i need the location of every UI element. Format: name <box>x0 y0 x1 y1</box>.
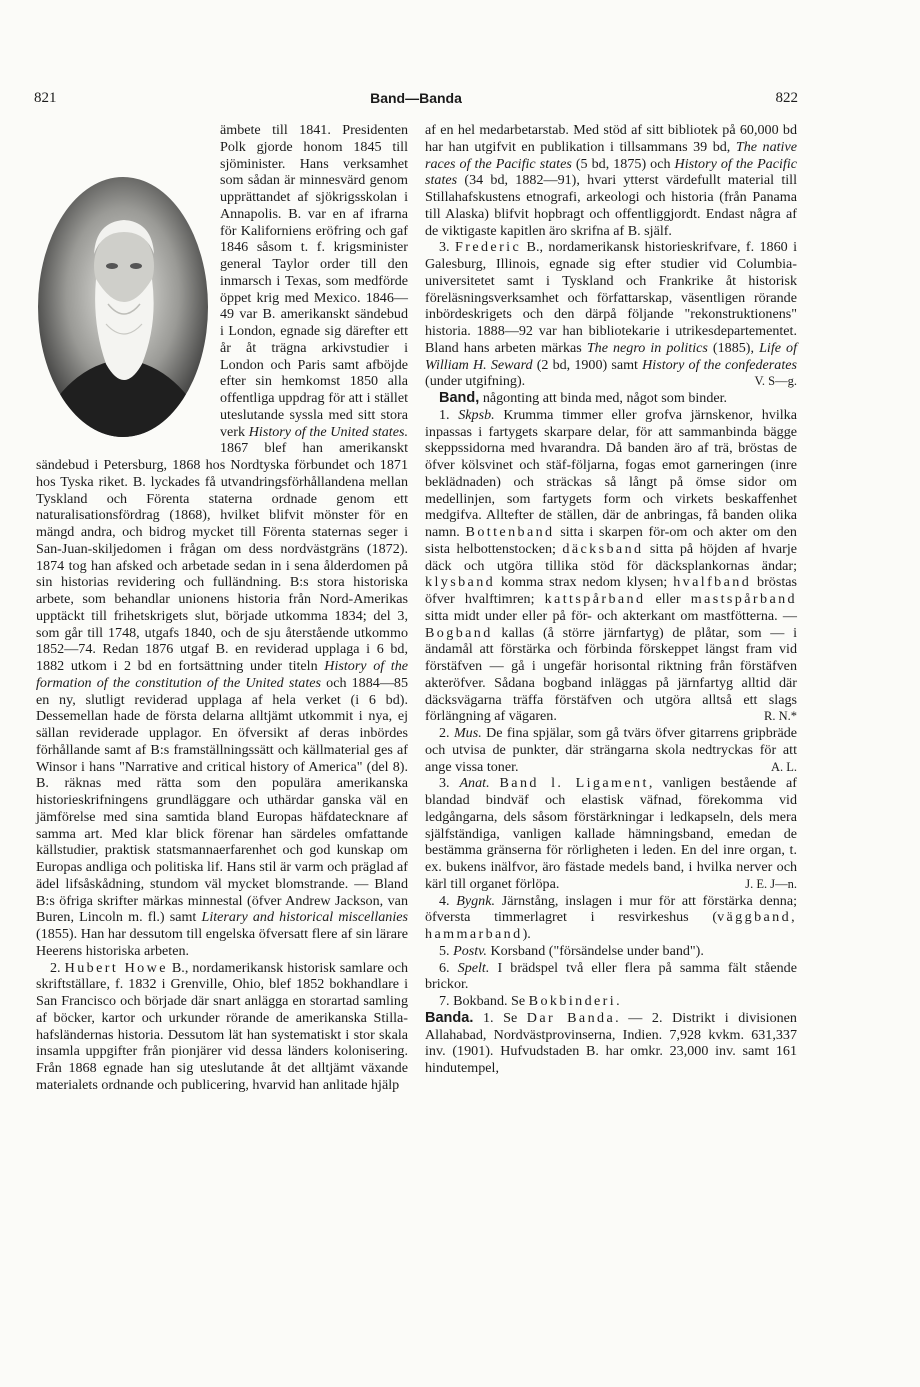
portrait-illustration <box>36 174 210 440</box>
biography-paragraph-1: ämbete till 1841. Presidenten Polk gjorde honom 1845 till sjöminister. Hans verksamhet som sådan är minnesvärd genom upprättandet af sjökrigsskolan i Annapolis. B. var en af ifrarna för Kaliforniens eröfring och gaf 1846 såsom t. f. krigsminister general Taylor order till den inmarsch i Texas, som medförde öppet krig med Mexico. 1846—49 var B. amerikanskt sändebud i London, egnade sig därefter ett år åt trägna arkivstudier i London och Paris samt afböjde efter sin hemkomst 1850 alla offentliga uppdrag för att i stället uteslutande syssla med sitt stora verk History of the United states. 1867 blef han amerikanskt sändebud i Petersburg, 1868 hos Nordtyska förbundet och 1871 hos Tyska riket. B. lyckades få utvandringsförhållandena mellan Tyskland och Förenta staterna ordnade genom ett naturalisationsfördrag (1868), hvilket blifvit mönster för en mängd andra, och bidrog mycket till Förenta staternas seger i San-Juan-skiljedomen i frågan om dess nordvästgräns (1872). 1874 tog han afsked och arbetade sedan in i sena ålderdomen på sin historias revidering och fulländning. B:s stora historiska arbete, som behandlar unionens historia från Nord-Amerikas upptäckt till frihetskrigets slut, började utkomma 1834; del 3, som går till 1748, utgafs 1840, och de sju återstående utkommo 1852—74. Redan 1876 utgaf B. en reviderad upplaga i 6 bd, 1882 utkom i 2 bd en fortsättning under titeln History of the formation of the constitution of the United states och 1884—85 en ny, slutligt reviderad upplaga af hela verket (i 6 bd). Dessemellan hade de första delarna alltjämt utkommit i nya, ej sällan reviderade upplagor. En öfversikt af deras inbördes förhållande samt af B:s framställningssätt och källmaterial ges af Winsor i hans "Narrative and critical history of America" (del 8). B. räknas med rätta som den populära amerikanska historieskrifningens grundläggare och uthärdar ganska väl en jämförelse med sina samtida bland Europas häfdatecknare af samma art. Med klar blick förenar han särdeles omfattande källstudier, praktisk statsmannaerfarenhet och god kunskap om Europas andliga och politiska lif. Hans stil är varm och präglad af ädel lifsåskådning, stundom väl mycket blomstrande. — Bland B:s öfriga skrifter märkas minnestal (öfver Andrew Jackson, van Buren, Lincoln m. fl.) samt Literary and historical miscellanies (1855). Han har dessutom till engelska öfversatt flere af sin lärare Heerens historiska arbeten. <box>36 122 409 959</box>
left-column <box>36 122 408 1094</box>
sense-4: 4. Bygnk. Järnstång, inslagen i mur för att förstärka denna; öfversta timmerlagret i resvirkeshus (väggband, hammarband). <box>425 892 797 942</box>
entry-banda: Banda. 1. Se Dar Banda. — 2. Distrikt i divisionen Allahabad, Nordvästprovinserna, Indien. 7,928 kvkm. 631,337 inv. (1901). Hufvudstaden B. har omkr. 23,000 inv. samt 161 hindutempel, <box>425 1009 797 1076</box>
sense-5: 5. Postv. Korsband ("försändelse under band"). <box>439 942 704 959</box>
page-number-left: 821 <box>34 90 57 106</box>
headword-band: Band, <box>439 390 480 406</box>
page-number-right: 822 <box>775 90 798 106</box>
author-signature: V. S—g. <box>754 374 797 389</box>
right-column <box>425 122 797 1077</box>
author-signature: A. L. <box>770 759 797 774</box>
running-head: Band—Banda <box>370 90 462 106</box>
sense-3: 3. Anat. Band l. Ligament, vanligen bestående af blandad bindväf och elastisk väfnad, förekomma vid ledgångarna, dels såsom förstärkningar i ledkapseln, dels mera själfständiga, vanligen kallade hämningsband, emedan de bestämma gränserna för rörligheten i leden. En del inre organ, t. ex. bukens inälfvor, äro fästade medels band, i hvilka nerver och kärl till organet förlöpa. J. E. J—n. <box>425 775 797 892</box>
author-signature: J. E. J—n. <box>745 876 797 891</box>
sense-6: 6. Spelt. I brädspel två eller flera på samma fält stående brickor. <box>425 959 797 993</box>
entry-band: Band, någonting att binda med, något som binder. <box>439 390 728 406</box>
sense-7: 7. Bokband. Se Bokbinderi. <box>439 993 620 1009</box>
sense-1: 1. Skpsb. Krumma timmer eller grofva järnskenor, hvilka inpassas i fartygets skarpare delar, för att sammanbinda bägge skeppssidorna med hvarandra. Då banden äro af trä, bröstas de öfver kölsvinet och stäf-följarna, fogas emot garneringen (inre beklädnaden) och sträckas så långt på ömse sidor om medellinjen, som fartygets form och virkets beskaffenhet medgifva. Alltefter de ställen, där de anbringas, få banden olika namn. Bottenband sitta i skarpen för-om och akter om den sista helbottenstocken; däcksband sitta på höjden af hvarje däck och utgöra tillika stöd för däcksplankornas ändar; klysband komma strax nedom klysen; hvalfband bröstas öfver hvalftimren; kattspårband eller mastspårband sitta midt under eller på för- och akterkant om mastfötterna. — Bogband kallas (å större järnfartyg) de plåtar, som — i ändamål att förstärka och förbinda förskeppet längst fram vid förstäfven — gå i ungefär horisontal riktning från förstäfven akteröfver. Sådana bogband inläggas på järnfartyg alltid där däcksvägarna träffa förstäfven och utgöra alltså ett slags förlängning af vägaren. R. N.* <box>425 406 798 725</box>
entry-continuation: af en hel medarbetarstab. Med stöd af sitt bibliotek på 60,000 bd har han utgifvit en publikation i tillsammans 39 bd, The native races of the Pacific states (5 bd, 1875) och History of the Pacific states (34 bd, 1882—91), hvari ytterst värdefullt material till Stillahafskustens etnografi, arkeologi och historia (från Panama till Alaska) blifvit hopbragt och offentliggjordt. Endast några af de viktigaste kapitlen äro skrifna af B. själf. <box>425 122 797 239</box>
page-header <box>34 90 798 110</box>
author-signature: R. N.* <box>764 709 797 724</box>
sense-2: 2. Mus. De fina spjälar, som gå tvärs öfver gitarrens gripbräde och utvisa de punkter, där strängarna skola nedtryckas för att ange vissa toner. A. L. <box>425 725 798 775</box>
headword-banda: Banda. <box>425 1009 474 1026</box>
biography-paragraph-2: 2. Hubert Howe B., nordamerikansk historisk samlare och skriftställare, f. 1832 i Grenville, Ohio, blef 1852 bokhandlare i San Francisco och började där snart anlägga en storartad samling af böcker, kartor och urkunder rörande de amerikanska Stilla-hafsländernas historia. Dessutom lät han systematiskt i stor skala insamla uppgifter från pionjärer vid dessa länders kolonisering. Från 1868 egnade han sig uteslutande åt det alltjämt växande materialets ordnande och publicering, hvarvid han anlitade hjälp <box>36 959 409 1093</box>
entry-frederic: 3. Frederic B., nordamerikansk historieskrifvare, f. 1860 i Galesburg, Illinois, egnade sig efter studier vid Columbia-universitetet samt i Tyskland och Frankrike åt historisk föreläsningsverksamhet och författarskap, väsentligen rörande inbördeskrigets och den därpå följande "rekonstruktionens" historia. 1888—92 var han bibliotekarie i utrikesdepartementet. Bland hans arbeten märkas The negro in politics (1885), Life of William H. Seward (2 bd, 1900) samt History of the confederates (under utgifning). V. S—g. <box>425 239 797 390</box>
